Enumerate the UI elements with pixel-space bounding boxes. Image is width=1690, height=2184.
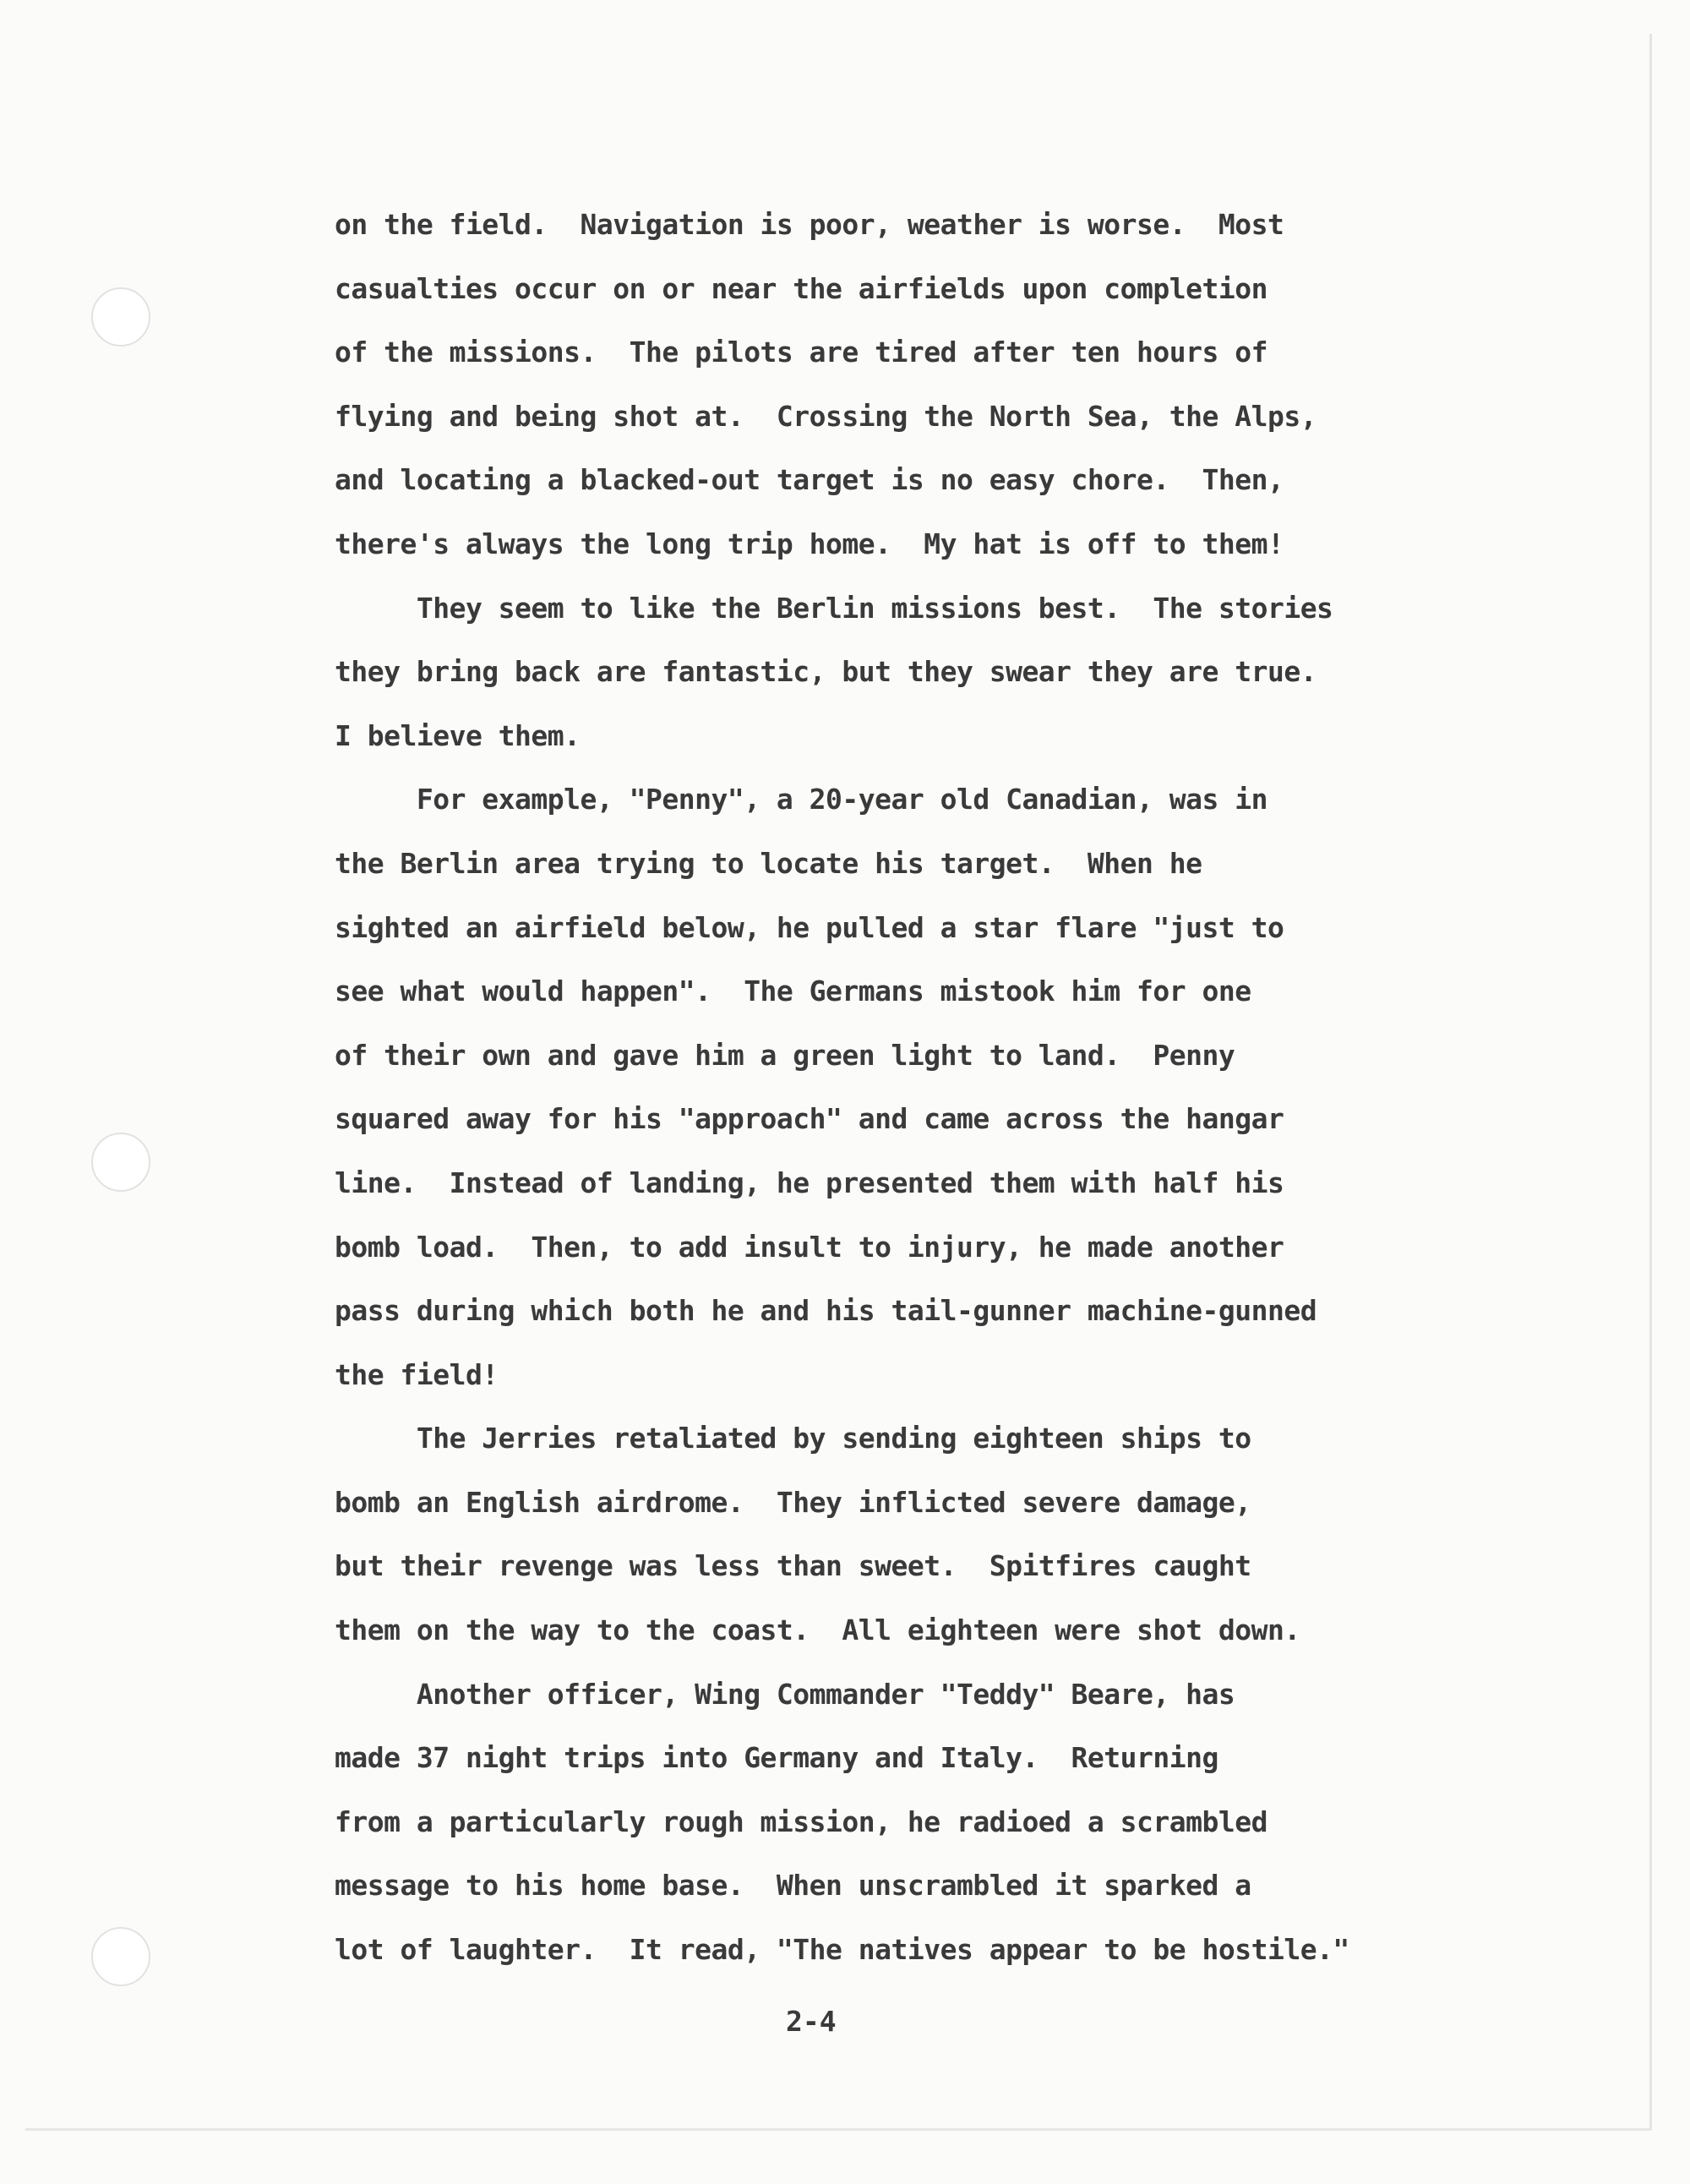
text-line: bomb load. Then, to add insult to injury, he made another xyxy=(335,1230,1284,1264)
text-line: sighted an airfield below, he pulled a star flare "just to xyxy=(335,910,1284,944)
text-line: they bring back are fantastic, but they swear they are true. xyxy=(335,655,1317,689)
text-line: They seem to like the Berlin missions best. The stories xyxy=(335,591,1333,625)
punch-hole xyxy=(91,287,150,347)
text-line: casualties occur on or near the airfields upon completion xyxy=(335,271,1268,305)
punch-hole xyxy=(91,1927,150,1986)
text-line: pass during which both he and his tail-gunner machine-gunned xyxy=(335,1294,1317,1328)
page-number: 2-4 xyxy=(786,2005,837,2038)
text-line: line. Instead of landing, he presented them with half his xyxy=(335,1166,1284,1199)
text-line: The Jerries retaliated by sending eighteen ships to xyxy=(335,1422,1251,1455)
text-line: on the field. Navigation is poor, weather is worse. Most xyxy=(335,208,1284,241)
text-line: them on the way to the coast. All eighteen were shot down. xyxy=(335,1613,1300,1647)
page-edge-bottom xyxy=(25,2128,1652,2131)
text-line: of the missions. The pilots are tired after ten hours of xyxy=(335,336,1268,369)
text-line: from a particularly rough mission, he radioed a scrambled xyxy=(335,1805,1268,1838)
typed-text-body xyxy=(335,193,1535,1982)
page-edge-right xyxy=(1649,34,1652,2130)
punch-hole xyxy=(91,1133,150,1192)
text-line: but their revenge was less than sweet. Spitfires caught xyxy=(335,1549,1251,1583)
text-line: flying and being shot at. Crossing the North Sea, the Alps, xyxy=(335,399,1317,433)
text-line: there's always the long trip home. My hat is off to them! xyxy=(335,527,1284,560)
text-line: made 37 night trips into Germany and Italy. Returning xyxy=(335,1741,1218,1775)
text-line: squared away for his "approach" and came across the hangar xyxy=(335,1102,1284,1136)
text-line: of their own and gave him a green light to land. Penny xyxy=(335,1038,1235,1072)
text-line: For example, "Penny", a 20-year old Canadian, was in xyxy=(335,783,1268,816)
text-line: Another officer, Wing Commander "Teddy" Beare, has xyxy=(335,1677,1235,1711)
text-line: the field! xyxy=(335,1357,499,1391)
text-line: bomb an English airdrome. They inflicted severe damage, xyxy=(335,1485,1251,1519)
text-line: and locating a blacked-out target is no easy chore. Then, xyxy=(335,463,1284,497)
text-line: I believe them. xyxy=(335,718,581,752)
text-line: see what would happen". The Germans mistook him for one xyxy=(335,975,1251,1008)
text-line: message to his home base. When unscrambled it sparked a xyxy=(335,1869,1251,1903)
text-line: lot of laughter. It read, "The natives appear to be hostile." xyxy=(335,1933,1349,1967)
text-line: the Berlin area trying to locate his target. When he xyxy=(335,846,1202,880)
